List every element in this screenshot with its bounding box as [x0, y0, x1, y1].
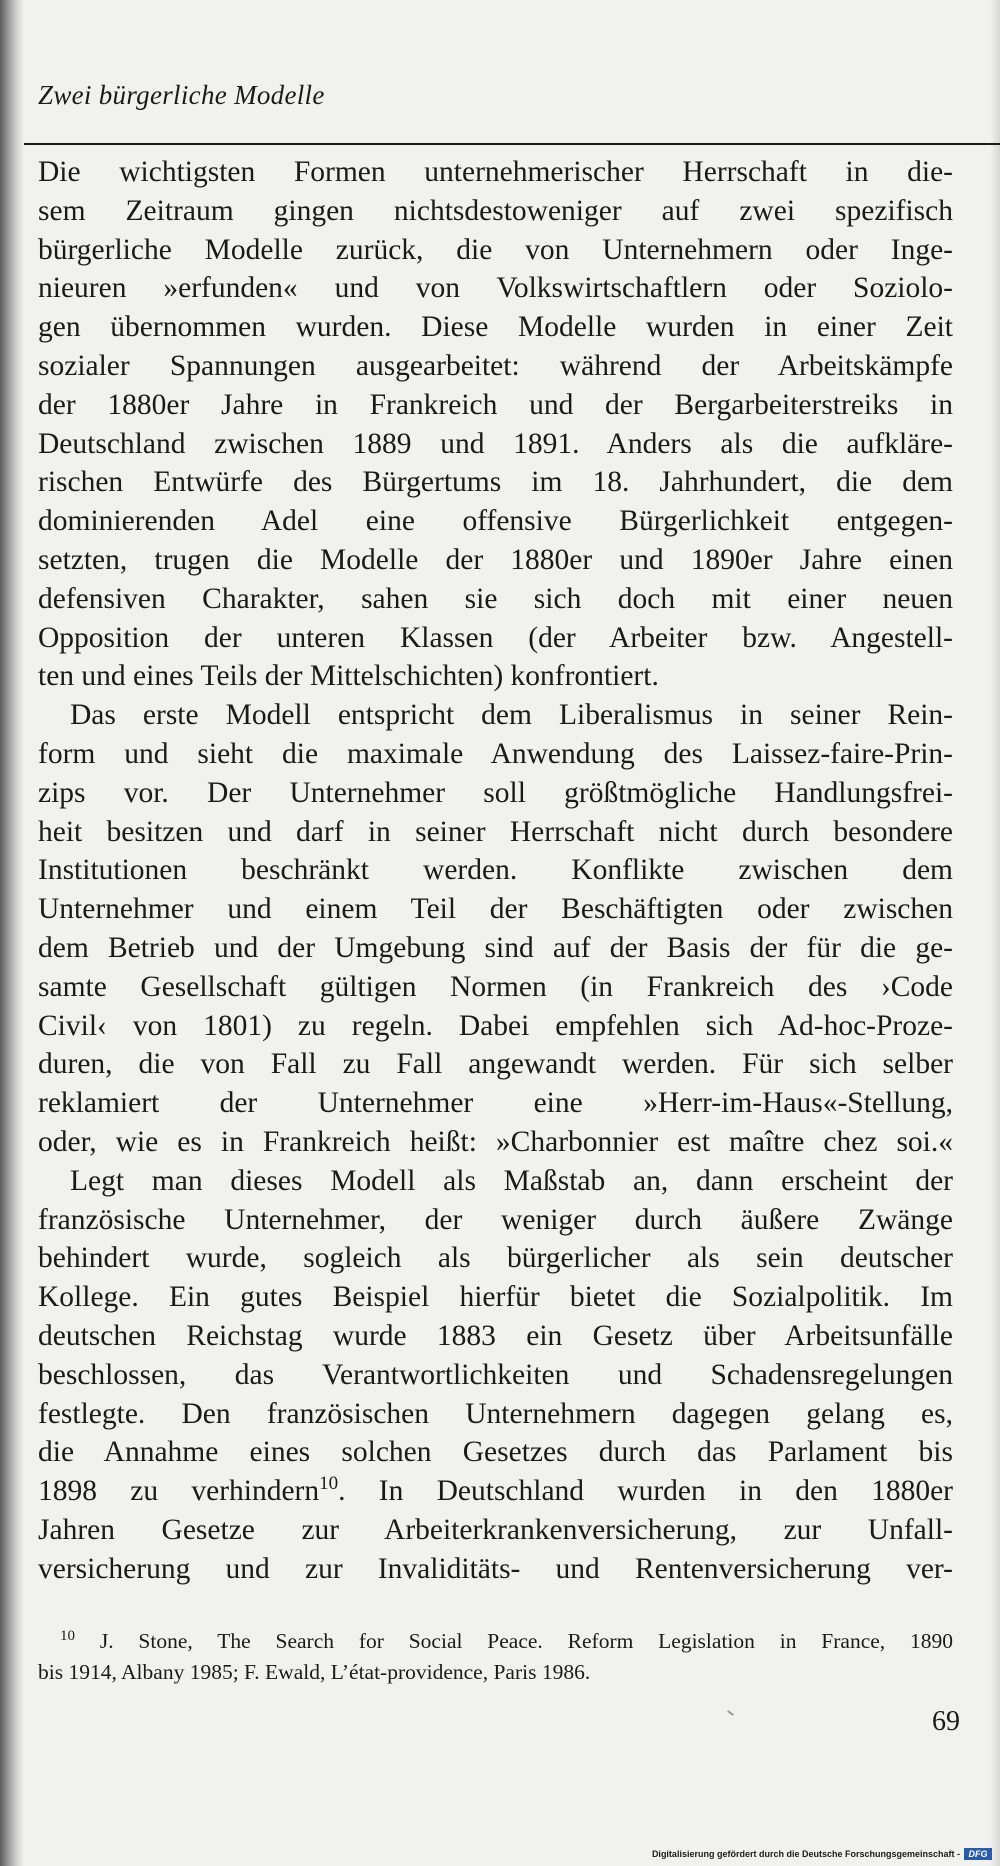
binding-shadow [0, 0, 24, 1866]
text-line [38, 1007, 953, 1046]
text-line-content: rischen Entwürfe des Bürgertums im 18. Jahrhundert, die dem [38, 466, 953, 499]
text-line-content: zips vor. Der Unternehmer soll größtmögliche Handlungsfrei- [38, 776, 953, 809]
footnote-reference: 10 [319, 1473, 339, 1495]
text-line-content: Deutschland zwischen 1889 und 1891. Anders als die aufkläre- [38, 427, 953, 460]
text-line-content: duren, die von Fall zu Fall angewandt werden. Für sich selber [38, 1048, 953, 1081]
text-line [38, 386, 953, 425]
footnote [38, 1626, 953, 1688]
digitization-credit: Digitalisierung gefördert durch die Deutsche Forschungsgemeinschaft - [651, 1849, 960, 1859]
text-line-content: reklamiert der Unternehmer eine »Herr-im-Haus«-Stellung, [38, 1087, 953, 1120]
text-line [38, 425, 953, 464]
text-line-content: deutschen Reichstag wurde 1883 ein Gesetz über Arbeitsunfälle [38, 1319, 953, 1352]
text-line [38, 308, 953, 347]
text-line [38, 502, 953, 541]
text-line [38, 192, 953, 231]
page-number: 69 [932, 1706, 960, 1737]
text-line [38, 1395, 953, 1434]
text-line-content: behindert wurde, sogleich als bürgerlicher als sein deutscher [38, 1242, 953, 1275]
text-line [38, 1239, 953, 1278]
text-line [38, 269, 953, 308]
text-line [38, 696, 953, 735]
text-line-content: dem Betrieb und der Umgebung sind auf der Basis der für die ge- [38, 931, 953, 964]
text-line [38, 153, 953, 192]
footnote-line: bis 1914, Albany 1985; F. Ewald, L’état-providence, Paris 1986. [38, 1660, 591, 1684]
text-line-content: nieuren »erfunden« und von Volkswirtschaftlern oder Soziolo- [38, 272, 953, 305]
footnote-number: 10 [60, 1627, 75, 1644]
heading-rule [24, 143, 1000, 145]
text-line-content: französische Unternehmer, der weniger durch äußere Zwänge [38, 1203, 953, 1236]
page-edge-shadow [990, 0, 1000, 1866]
text-line [38, 851, 953, 890]
text-line [38, 968, 953, 1007]
text-line [38, 541, 953, 580]
text-line-content: Opposition der unteren Klassen (der Arbeiter bzw. Angestell- [38, 621, 953, 654]
text-line-content: der 1880er Jahre in Frankreich und der Bergarbeiterstreiks in [38, 388, 953, 421]
text-line [38, 890, 953, 929]
text-line [38, 231, 953, 270]
text-line [38, 1433, 953, 1472]
dfg-logo: DFG [964, 1848, 992, 1860]
text-line-content: Das erste Modell entspricht dem Liberalismus in seiner Rein- [70, 699, 953, 732]
text-line-content: form und sieht die maximale Anwendung des Laissez-faire-Prin- [38, 737, 953, 770]
text-line-content: setzten, trugen die Modelle der 1880er und 1890er Jahre einen [38, 543, 953, 576]
text-line [38, 1472, 953, 1511]
text-line-content: beschlossen, das Verantwortlichkeiten und Schadensregelungen [38, 1358, 953, 1391]
text-line [38, 657, 953, 696]
text-line-content: versicherung und zur Invaliditäts- und Rentenversicherung ver- [38, 1552, 953, 1585]
text-line-content: defensiven Charakter, sahen sie sich doch mit einer neuen [38, 582, 953, 615]
text-line-content: Die wichtigsten Formen unternehmerischer Herrschaft in die- [38, 156, 953, 188]
text-line [38, 735, 953, 774]
footnote-line-text: J. Stone, The Search for Social Peace. Reform Legislation in France, 1890 [99, 1629, 954, 1653]
text-line [38, 813, 953, 852]
text-line [38, 1123, 953, 1162]
text-line [38, 1045, 953, 1084]
text-line [38, 929, 953, 968]
text-line [38, 1201, 953, 1240]
text-line-content: oder, wie es in Frankreich heißt: »Charbonnier est maître chez soi.« [38, 1125, 953, 1158]
text-line-content: samte Gesellschaft gültigen Normen (in Frankreich des ›Code [38, 970, 953, 1003]
text-line [38, 580, 953, 619]
text-line-content: gen übernommen wurden. Diese Modelle wurden in einer Zeit [38, 311, 953, 344]
text-line-content: Institutionen beschränkt werden. Konflikte zwischen dem [38, 854, 953, 887]
text-line [38, 1550, 953, 1589]
text-line [38, 774, 953, 813]
text-line-content: Legt man dieses Modell als Maßstab an, dann erscheint der [70, 1164, 953, 1197]
text-line-content: Jahren Gesetze zur Arbeiterkrankenversicherung, zur Unfall- [38, 1513, 953, 1546]
text-line [38, 1278, 953, 1317]
text-line-content: dominierenden Adel eine offensive Bürgerlichkeit entgegen- [38, 505, 953, 538]
section-heading: Zwei bürgerliche Modelle [38, 80, 325, 110]
text-line [38, 1162, 953, 1201]
text-line-content: Civil‹ von 1801) zu regeln. Dabei empfehlen sich Ad-hoc-Proze- [38, 1009, 953, 1042]
text-line [38, 1356, 953, 1395]
text-line-content: Unternehmer und einem Teil der Beschäftigten oder zwischen [38, 893, 953, 926]
text-line-content: die Annahme eines solchen Gesetzes durch das Parlament bis [38, 1436, 953, 1469]
footnote-line [38, 1626, 953, 1657]
text-line-content: heit besitzen und darf in seiner Herrschaft nicht durch besondere [38, 815, 953, 848]
text-line [38, 1511, 953, 1550]
text-line-continuation: . In Deutschland wurden in den 1880er [338, 1475, 953, 1508]
text-line-content: sem Zeitraum gingen nichtsdestoweniger auf zwei spezifisch [38, 194, 953, 227]
text-line [38, 1084, 953, 1123]
text-line [38, 619, 953, 658]
text-line-content: 1898 zu verhindern [38, 1475, 320, 1508]
text-line-content: festlegte. Den französischen Unternehmern dagegen gelang es, [38, 1397, 953, 1430]
text-line-content: ten und eines Teils der Mittelschichten) konfrontiert. [38, 660, 659, 693]
text-line-content: bürgerliche Modelle zurück, die von Unternehmern oder Inge- [38, 233, 953, 266]
text-line-content: Kollege. Ein gutes Beispiel hierfür bietet die Sozialpolitik. Im [38, 1281, 953, 1314]
body-text [38, 153, 953, 1588]
scan-speck [727, 1710, 734, 1716]
text-line-content: sozialer Spannungen ausgearbeitet: während der Arbeitskämpfe [38, 349, 953, 382]
text-line [38, 347, 953, 386]
text-line [38, 463, 953, 502]
text-line [38, 1317, 953, 1356]
